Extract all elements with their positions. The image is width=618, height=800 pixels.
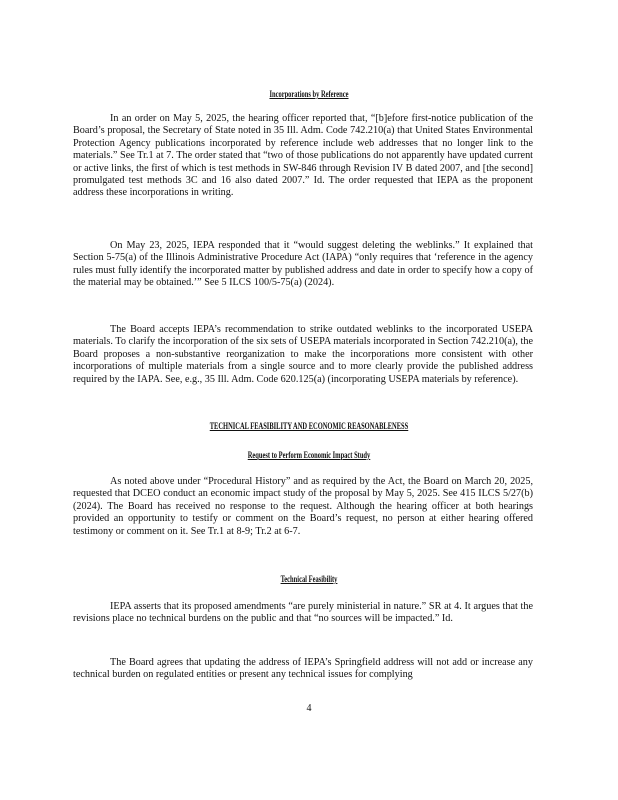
paragraph-iepa-response: On May 23, 2025, IEPA responded that it “would suggest deleting the weblinks.” It explained that Section 5-75(a) of the Illinois Administrative Procedure Act (IAPA) “only requires that ‘reference in the agency rules must fully identify the incorporated matter by published address and date in order to specify how a copy of the material may be obtained.’” See 5 ILCS 100/5-75(a) (2024). [73, 240, 533, 289]
page-number: 4 [306, 703, 312, 714]
heading-technical-feasibility-economic-reasonableness: TECHNICAL FEASIBILITY AND ECONOMIC REASONABLENESS [209, 421, 409, 431]
paragraph-board-agrees: The Board agrees that updating the address of IEPA’s Springfield address will not add or increase any technical burden on regulated entities or present any technical issues for complying [73, 657, 533, 681]
paragraph-iepa-asserts: IEPA asserts that its proposed amendments “are purely ministerial in nature.” SR at 4. It argues that the revisions place no technical burdens on the public and that “no sources will be impacted.” Id. [73, 601, 533, 625]
paragraph-procedural-history: As noted above under “Procedural History” and as required by the Act, the Board on March 20, 2025, requested that DCEO conduct an economic impact study of the proposal by May 5, 2025. See 415 ILCS 5/27(b) (2024). The Board has received no response to the request. Although the hearing officer at both hearings provided an opportunity to testify or comment on the Board’s request, no person at either hearing offered testimony or comment on it. See Tr.1 at 8-9; Tr.2 at 6-7. [73, 476, 533, 537]
paragraph-board-accepts: The Board accepts IEPA’s recommendation to strike outdated weblinks to the incorporated USEPA materials. To clarify the incorporation of the six sets of USEPA materials incorporated in Section 742.210(a), the Board proposes a non-substantive reorganization to make the incorporations more consistent with other incorporations of multiple materials from a single source and to more clearly provide the published address required by the IAPA. See, e.g., 35 Ill. Adm. Code 620.125(a) (incorporating USEPA materials by reference). [73, 324, 533, 385]
paragraph-hearing-officer-order: In an order on May 5, 2025, the hearing officer reported that, “[b]efore first-notice publication of the Board’s proposal, the Secretary of State noted in 35 Ill. Adm. Code 742.210(a) that United States Environmental Protection Agency publications incorporated by reference include web addresses that no longer link to the materials.” See Tr.1 at 7. The order stated that “two of those publications do not apparently have updated current or active links, the first of which is test methods in SW-846 through Revision IV B dated 2007, and [the second] promulgated test methods 3C and 16 also dated 2007.” Id. The order requested that IEPA as the proponent address these incorporations in writing. [73, 113, 533, 199]
heading-incorporations-by-reference: Incorporations by Reference [269, 89, 349, 99]
heading-technical-feasibility: Technical Feasibility [280, 574, 338, 584]
heading-request-economic-impact-study: Request to Perform Economic Impact Study [247, 450, 371, 460]
